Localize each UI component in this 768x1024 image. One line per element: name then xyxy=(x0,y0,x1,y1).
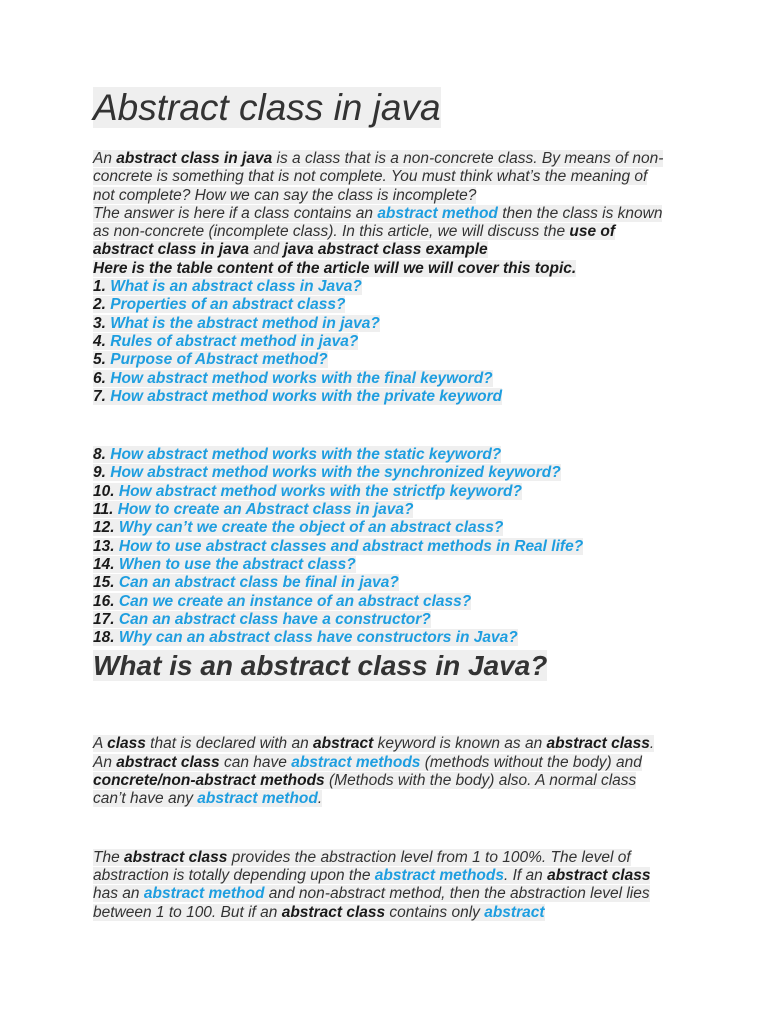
intro-paragraph: An abstract class in java is a class that is a non-concrete class. By means of non-concrete is something that is not complete. You must think what’s the meaning of not complete? How we can say the class is incomplete? xyxy=(93,150,664,204)
toc-item: 1. What is an abstract class in Java? xyxy=(93,278,362,296)
toc-item: 4. Rules of abstract method in java? xyxy=(93,332,359,350)
abstract-methods-link[interactable]: abstract methods xyxy=(374,866,504,884)
toc-link[interactable]: How to create an Abstract class in java? xyxy=(117,501,414,519)
toc-link[interactable]: Why can’t we create the object of an abstract class? xyxy=(118,519,504,537)
toc-item: 17. Can an abstract class have a constructor? xyxy=(93,610,431,628)
abstract-method-link[interactable]: abstract method xyxy=(377,204,498,222)
spacer xyxy=(93,683,673,735)
abstract-method-link[interactable]: abstract method xyxy=(143,885,265,903)
toc-link[interactable]: How abstract method works with the synchronized keyword? xyxy=(110,464,561,482)
toc-item: 6. How abstract method works with the final keyword? xyxy=(93,369,493,387)
toc-item: 2. Properties of an abstract class? xyxy=(93,296,346,314)
definition-paragraph: A class that is declared with an abstract keyword is known as an abstract class. An abstract class can have abstract methods (methods without the body) and concrete/non-abstract methods (Methods with the body) also. A normal class can’t have any abstract method. xyxy=(93,735,655,808)
toc-item: 7. How abstract method works with the private keyword xyxy=(93,387,503,405)
toc-link[interactable]: How abstract method works with the final keyword? xyxy=(110,369,493,387)
toc-item: 18. Why can an abstract class have constructors in Java? xyxy=(93,629,518,647)
toc-link[interactable]: Can we create an instance of an abstract class? xyxy=(118,592,472,610)
toc-item: 14. When to use the abstract class? xyxy=(93,555,356,573)
toc-item: 12. Why can’t we create the object of an abstract class? xyxy=(93,519,504,537)
toc-item: 15. Can an abstract class be final in java? xyxy=(93,574,399,592)
spacer xyxy=(93,406,673,446)
toc-link[interactable]: Can an abstract class have a constructor? xyxy=(118,610,431,628)
toc-item: 3. What is the abstract method in java? xyxy=(93,314,380,332)
toc-intro: Here is the table content of the article will we will cover this topic. xyxy=(93,259,577,277)
toc-item: 13. How to use abstract classes and abstract methods in Real life? xyxy=(93,537,584,555)
abstraction-paragraph: The abstract class provides the abstraction level from 1 to 100%. The level of abstraction is totally depending upon the abstract methods. If an abstract class has an abstract method and non-abstract method, then the abstraction level lies between 1 to 100. But if an abstract class contains only abstract xyxy=(93,848,651,921)
toc-link[interactable]: How to use abstract classes and abstract methods in Real life? xyxy=(118,537,584,555)
toc-item: 16. Can we create an instance of an abstract class? xyxy=(93,592,472,610)
toc-link[interactable]: Rules of abstract method in java? xyxy=(110,332,359,350)
abstract-method-link[interactable]: abstract method xyxy=(197,790,318,808)
toc-item: 8. How abstract method works with the static keyword? xyxy=(93,446,502,464)
toc-item: 10. How abstract method works with the strictfp keyword? xyxy=(93,482,522,500)
toc-link[interactable]: Properties of an abstract class? xyxy=(110,296,346,314)
toc-link[interactable]: How abstract method works with the strictfp keyword? xyxy=(118,482,522,500)
toc-link[interactable]: When to use the abstract class? xyxy=(118,555,356,573)
toc-link[interactable]: Purpose of Abstract method? xyxy=(110,351,328,369)
spacer xyxy=(93,809,673,849)
toc-link[interactable]: Can an abstract class be final in java? xyxy=(118,574,399,592)
abstract-link[interactable]: abstract xyxy=(484,903,545,921)
page-title: Abstract class in java xyxy=(93,87,441,128)
abstract-methods-link[interactable]: abstract methods xyxy=(291,753,421,771)
table-of-contents xyxy=(93,278,673,406)
toc-item: 9. How abstract method works with the synchronized keyword? xyxy=(93,464,561,482)
toc-link[interactable]: What is an abstract class in Java? xyxy=(110,278,362,296)
toc-link[interactable]: What is the abstract method in java? xyxy=(110,314,380,332)
table-of-contents-continued xyxy=(93,446,673,647)
toc-link[interactable]: Why can an abstract class have constructors in Java? xyxy=(118,629,518,647)
article xyxy=(93,86,673,922)
toc-link[interactable]: How abstract method works with the static keyword? xyxy=(110,446,502,464)
section-heading: What is an abstract class in Java? xyxy=(93,650,548,682)
intro-paragraph-2: The answer is here if a class contains an abstract method then the class is known as non-concrete (incomplete class). In this article, we will discuss the use of abstract class in java and java abstract class example xyxy=(93,204,663,259)
toc-link[interactable]: How abstract method works with the private keyword xyxy=(110,387,503,405)
toc-item: 11. How to create an Abstract class in java? xyxy=(93,501,414,519)
toc-item: 5. Purpose of Abstract method? xyxy=(93,351,328,369)
